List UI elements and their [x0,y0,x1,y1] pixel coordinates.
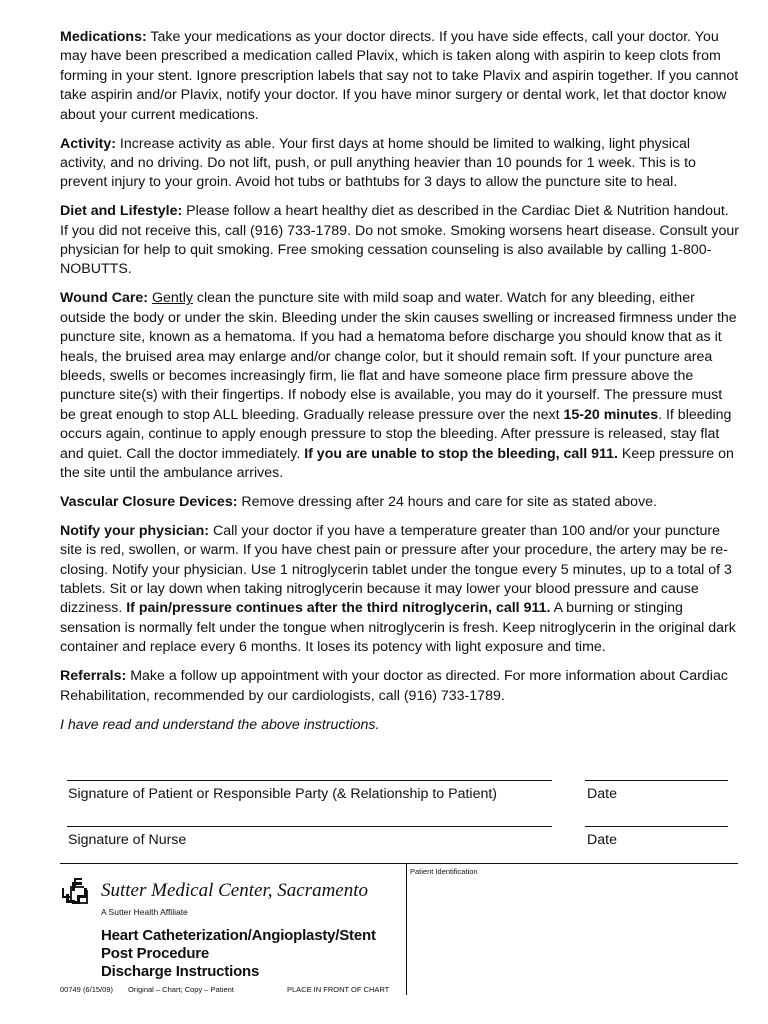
affiliate-label: A Sutter Health Affiliate [101,907,188,917]
notify-section [60,522,740,658]
patient-signature-label: Signature of Patient or Responsible Party (& Relationship to Patient) [68,786,498,802]
instructions-body [60,28,740,735]
patient-signature-line[interactable] [67,780,552,781]
form-title-line-3: Discharge Instructions [101,963,260,980]
patient-date-label: Date [587,786,617,802]
activity-text: Increase activity as able. Your first days at home should be limited to walking, light physical activity, and no driving. Do not lift, push, or pull anything heavier than 10 pounds for 1 week. This is to prevent injury to your groin. Avoid hot tubs or bathtubs for 3 days to allow the puncture site to heal. [60,135,696,191]
patient-date-line[interactable] [585,780,728,781]
form-title [101,927,376,981]
closure-section [60,493,740,512]
closure-text: Remove dressing after 24 hours and care for site as stated above. [237,493,658,510]
diet-section [60,202,740,280]
medications-text: Take your medications as your doctor directs. If you have side effects, call your doctor. You may have been prescribed a medication called Plavix, which is taken along with aspirin to keep clots from forming in your stent. Ignore prescription labels that say not to take Plavix and aspirin together. If you cannot take aspirin and/or Plavix, notify your doctor. If you have minor surgery or dental work, let that doctor know about your current medications. [60,29,739,123]
activity-heading: Activity: [60,135,116,152]
notify-heading: Notify your physician: [60,522,209,539]
footer-vertical-divider [406,863,407,995]
nurse-signature-label: Signature of Nurse [68,832,187,848]
nurse-date-label: Date [587,832,617,848]
wound-care-text-2: . If bleeding occurs again, continue to apply enough pressure to stop the bleeding. After pressure is released, stay flat and quiet. Call the doctor immediately. [60,406,732,462]
acknowledgement: I have read and understand the above instructions. [60,716,380,733]
referrals-text: Make a follow up appointment with your doctor as directed. For more information about Cardiac Rehabilitation, recommended by our cardiologists, call (916) 733-1789. [60,668,728,704]
form-title-line-2: Post Procedure [101,945,210,962]
notify-text-1: Call your doctor if you have a temperature greater than 100 and/or your puncture site is red, swollen, or warm. If you have chest pain or pressure after your procedure, the artery may be re-closing. Notify your physician. Use 1 nitroglycerin tablet under the tongue every 5 minutes, up to a total of 3 tablets. Sit or lay down when taking nitroglycerin because it may lower your blood pressure and cause dizziness. [60,522,732,617]
wound-care-911: If you are unable to stop the bleeding, call 911. [304,445,618,462]
activity-section [60,135,740,193]
nurse-signature-line[interactable] [67,826,552,827]
medications-heading: Medications: [60,29,147,45]
gently-word: Gently [151,290,193,307]
referrals-heading: Referrals: [60,668,127,685]
organization-name: Sutter Medical Center, Sacramento [101,880,369,901]
nurse-date-line[interactable] [585,826,728,827]
form-title-line-1: Heart Catheterization/Angioplasty/Stent [101,927,376,944]
copy-distribution-note: Original – Chart; Copy – Patient [128,985,234,994]
diet-text: Please follow a heart healthy diet as described in the Cardiac Diet & Nutrition handout. If you did not receive this, call (916) 733-1789. Do not smoke. Smoking worsens heart disease. Consult your physician for help to quit smoking. Free smoking cessation counseling is also available by calling 1-800-NOBUTTS. [60,203,739,278]
sutter-health-logo-icon [60,876,96,917]
footer-divider [60,863,738,864]
wound-care-minutes: 15-20 minutes [563,406,659,423]
form-number: 00749 (6/15/09) [60,985,113,994]
diet-heading: Diet and Lifestyle: [60,203,183,220]
wound-care-section [60,289,740,483]
medications-section [60,28,740,125]
wound-care-heading: Wound Care: [60,290,149,307]
wound-care-text-3: Keep pressure on the site until the ambulance arrives. [60,445,734,482]
closure-heading: Vascular Closure Devices: [60,493,238,510]
notify-911: If pain/pressure continues after the third nitroglycerin, call 911. [126,600,551,617]
wound-care-text-1: clean the puncture site with mild soap and water. Watch for any bleeding, either outside the body or under the skin. Bleeding under the skin causes swelling or increased firmness under the puncture site, known as a hematoma. If you had a hematoma before discharge you should know that as it heals, the bruised area may enlarge and/or change color, but it should remain soft. If your puncture area bleeds, swells or becomes increasingly firm, lie flat and have someone place firm pressure above the puncture site(s) with their fingertips. If nobody else is available, you may do it yourself. The pressure must be great enough to stop ALL bleeding. Gradually release pressure over the next [60,290,737,423]
chart-placement-note: PLACE IN FRONT OF CHART [287,985,390,994]
notify-text-2: A burning or stinging sensation is normally felt under the tongue when nitroglycerin is fresh. Keep nitroglycerin in the original dark container and replace every 6 months. It loses its potency with light exposure and time. [60,600,736,656]
patient-identification-label: Patient Identification [410,867,478,876]
referrals-section [60,667,740,706]
